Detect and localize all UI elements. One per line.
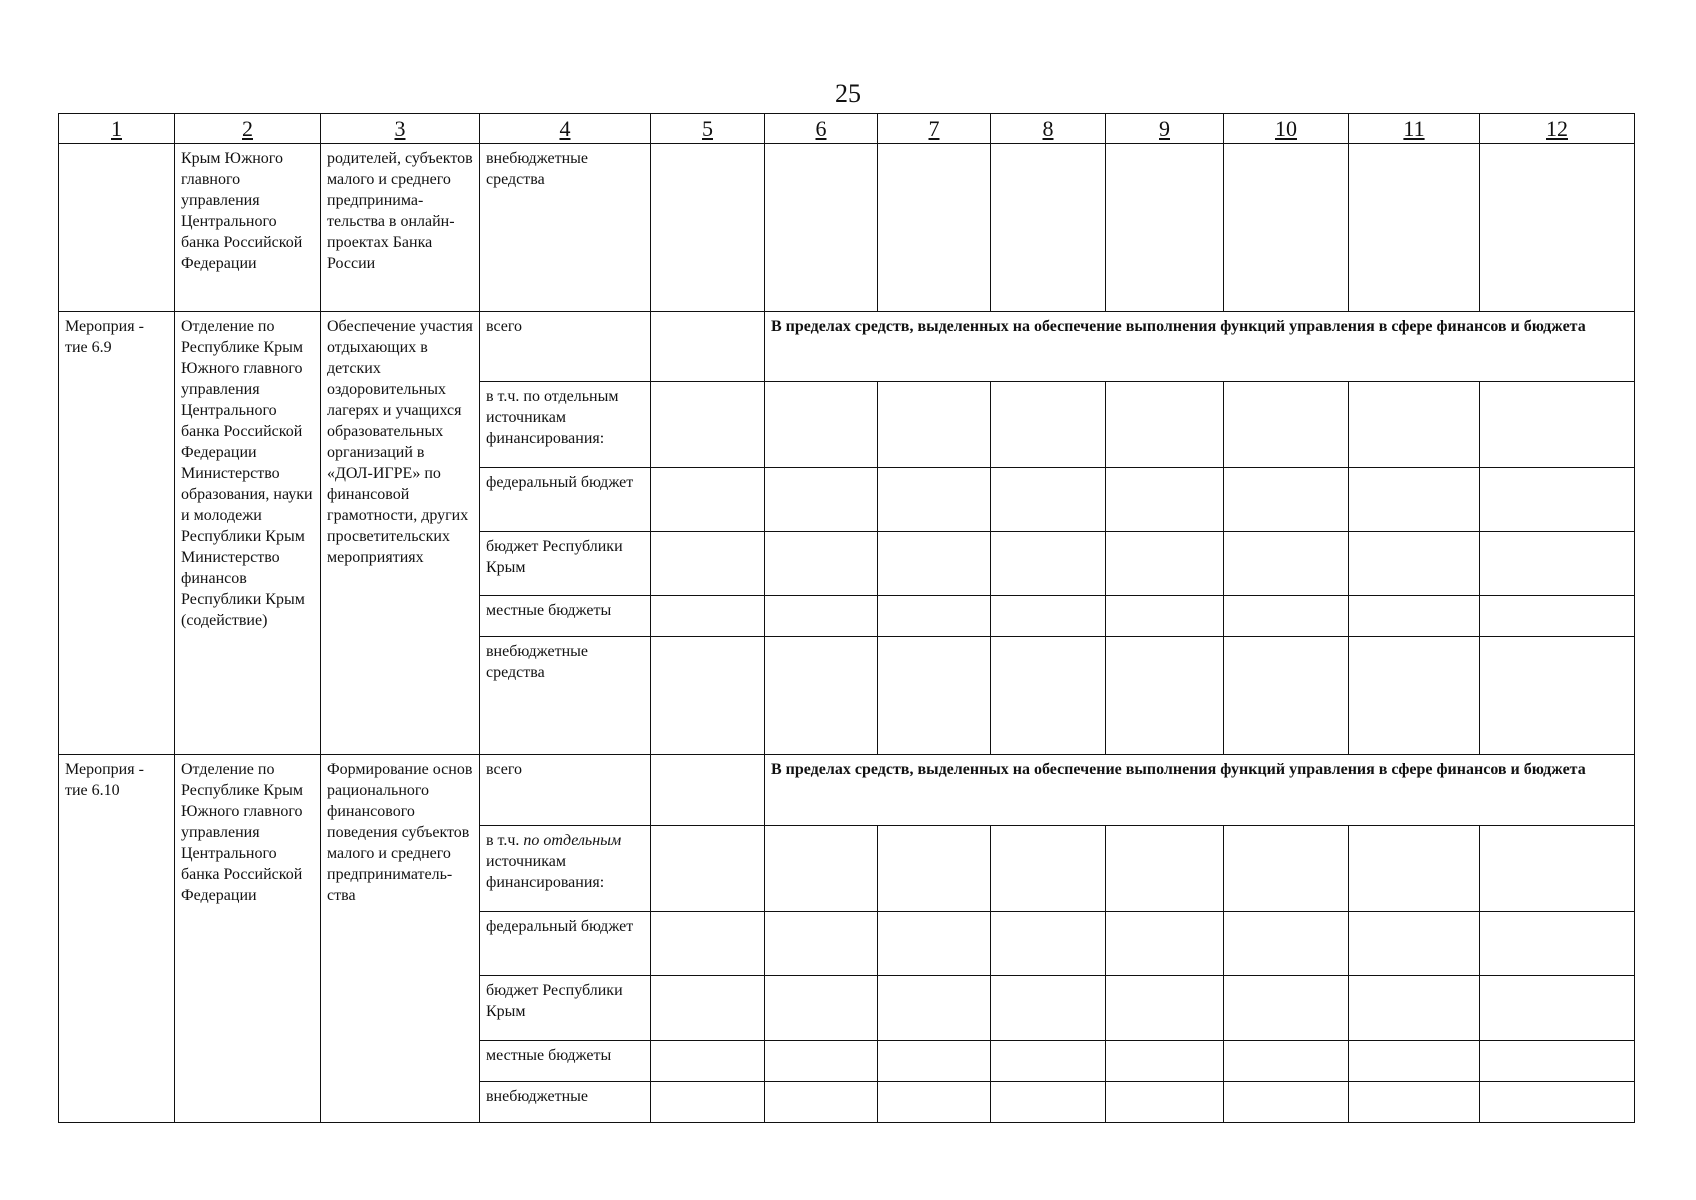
header-cell: 9 (1106, 114, 1224, 144)
value-cell (765, 825, 878, 911)
header-row (59, 114, 1635, 144)
value-cell (1106, 1081, 1224, 1122)
value-cell (878, 595, 991, 636)
page-number: 25 (835, 79, 861, 108)
value-cell (1349, 468, 1480, 531)
value-cell (1349, 1081, 1480, 1122)
funding-source-cell: всего (480, 311, 651, 381)
value-cell (1106, 595, 1224, 636)
value-cell (1106, 637, 1224, 755)
program-activities-table (58, 113, 1635, 1123)
header-cell: 6 (765, 114, 878, 144)
value-cell (991, 976, 1106, 1040)
value-cell (1224, 637, 1349, 755)
value-cell (1349, 382, 1480, 468)
activity-number: Мероприя - тие 6.9 (59, 311, 175, 755)
header-cell: 1 (59, 114, 175, 144)
activity-number: Мероприя - тие 6.10 (59, 755, 175, 1123)
value-cell (1106, 976, 1224, 1040)
funding-source-cell: федеральный бюджет (480, 912, 651, 976)
value-cell (991, 468, 1106, 531)
table-row (59, 144, 1635, 312)
funding-source-cell: бюджет Республики Крым (480, 531, 651, 595)
value-cell (651, 912, 765, 976)
header-cell: 11 (1349, 114, 1480, 144)
value-cell (1224, 595, 1349, 636)
value-cell (1480, 382, 1635, 468)
funding-source-cell: бюджет Республики Крым (480, 976, 651, 1040)
value-cell (1224, 976, 1349, 1040)
value-cell (651, 755, 765, 825)
funding-source-cell: внебюджетные средства (480, 144, 651, 312)
value-cell (991, 531, 1106, 595)
table-row (59, 755, 1635, 825)
funding-source-cell: внебюджетные средства (480, 637, 651, 755)
value-cell (991, 637, 1106, 755)
value-cell (1480, 976, 1635, 1040)
executor-cell: Отделение по Республике Крым Южного главного управления Центрального банка Российской Федерации (175, 755, 321, 1123)
value-cell (651, 976, 765, 1040)
value-cell (878, 531, 991, 595)
description-cell: родителей, субъектов малого и среднего предпринима-тельства в онлайн-проектах Банка России (321, 144, 480, 312)
value-cell (765, 912, 878, 976)
value-cell (651, 825, 765, 911)
value-cell (651, 1040, 765, 1081)
header-cell: 12 (1480, 114, 1635, 144)
value-cell (651, 1081, 765, 1122)
value-cell (1224, 531, 1349, 595)
value-cell (1106, 468, 1224, 531)
value-cell (651, 311, 765, 381)
value-cell (1224, 1081, 1349, 1122)
description-cell: Формирование основ рационального финансового поведения субъектов малого и среднего предприниматель-ства (321, 755, 480, 1123)
value-cell (878, 382, 991, 468)
value-cell (1106, 144, 1224, 312)
value-cell (1224, 382, 1349, 468)
value-cell (878, 1081, 991, 1122)
value-cell (878, 912, 991, 976)
header-cell: 10 (1224, 114, 1349, 144)
value-cell (1349, 976, 1480, 1040)
value-cell (991, 912, 1106, 976)
value-cell (878, 825, 991, 911)
table-row (59, 311, 1635, 381)
value-cell (1349, 825, 1480, 911)
value-cell (1106, 382, 1224, 468)
value-cell (1224, 468, 1349, 531)
value-cell (765, 382, 878, 468)
funding-source-cell: в т.ч. по отдельным источникам финансирования: (480, 382, 651, 468)
value-cell (1480, 825, 1635, 911)
value-cell (651, 637, 765, 755)
value-cell (1224, 1040, 1349, 1081)
value-cell (1480, 1040, 1635, 1081)
funding-source-cell: местные бюджеты (480, 1040, 651, 1081)
value-cell (1106, 825, 1224, 911)
funding-note: В пределах средств, выделенных на обеспечение выполнения функций управления в сфере финансов и бюджета (765, 311, 1635, 381)
value-cell (878, 976, 991, 1040)
value-cell (1349, 637, 1480, 755)
header-cell: 5 (651, 114, 765, 144)
value-cell (765, 637, 878, 755)
funding-source-cell: всего (480, 755, 651, 825)
value-cell (1480, 468, 1635, 531)
value-cell (1480, 144, 1635, 312)
value-cell (878, 144, 991, 312)
funding-source-cell: местные бюджеты (480, 595, 651, 636)
value-cell (878, 637, 991, 755)
value-cell (1349, 595, 1480, 636)
value-cell (651, 382, 765, 468)
activity-cell (59, 144, 175, 312)
value-cell (765, 1040, 878, 1081)
value-cell (1480, 531, 1635, 595)
value-cell (651, 468, 765, 531)
value-cell (651, 531, 765, 595)
value-cell (765, 1081, 878, 1122)
value-cell (991, 595, 1106, 636)
funding-source-cell: в т.ч. по отдельным источникам финансирования: (480, 825, 651, 911)
value-cell (1349, 144, 1480, 312)
executor-cell: Отделение по Республике Крым Южного главного управления Центрального банка Российской Федерации Министерство образования, науки и молодежи Республики Крым Министерство финансов Республики Крым (содействие) (175, 311, 321, 755)
value-cell (878, 1040, 991, 1081)
header-cell: 8 (991, 114, 1106, 144)
header-cell: 4 (480, 114, 651, 144)
value-cell (991, 144, 1106, 312)
description-cell: Обеспечение участия отдыхающих в детских оздоровительных лагерях и учащихся образовательных организаций в «ДОЛ-ИГРЕ» по финансовой грамотности, других просветительских мероприятиях (321, 311, 480, 755)
value-cell (651, 144, 765, 312)
header-cell: 2 (175, 114, 321, 144)
value-cell (1480, 637, 1635, 755)
value-cell (991, 1081, 1106, 1122)
value-cell (1349, 912, 1480, 976)
header-cell: 7 (878, 114, 991, 144)
value-cell (1480, 595, 1635, 636)
value-cell (1106, 531, 1224, 595)
value-cell (1224, 825, 1349, 911)
executor-cell: Крым Южного главного управления Центрального банка Российской Федерации (175, 144, 321, 312)
header-cell: 3 (321, 114, 480, 144)
value-cell (765, 531, 878, 595)
value-cell (1480, 1081, 1635, 1122)
value-cell (1224, 144, 1349, 312)
value-cell (765, 976, 878, 1040)
value-cell (878, 468, 991, 531)
value-cell (765, 595, 878, 636)
funding-source-cell: внебюджетные (480, 1081, 651, 1122)
value-cell (765, 468, 878, 531)
value-cell (1480, 912, 1635, 976)
value-cell (651, 595, 765, 636)
funding-note: В пределах средств, выделенных на обеспечение выполнения функций управления в сфере финансов и бюджета (765, 755, 1635, 825)
value-cell (1106, 1040, 1224, 1081)
value-cell (991, 1040, 1106, 1081)
value-cell (1349, 1040, 1480, 1081)
value-cell (1349, 531, 1480, 595)
value-cell (991, 825, 1106, 911)
funding-source-cell: федеральный бюджет (480, 468, 651, 531)
value-cell (1106, 912, 1224, 976)
value-cell (1224, 912, 1349, 976)
value-cell (991, 382, 1106, 468)
value-cell (765, 144, 878, 312)
